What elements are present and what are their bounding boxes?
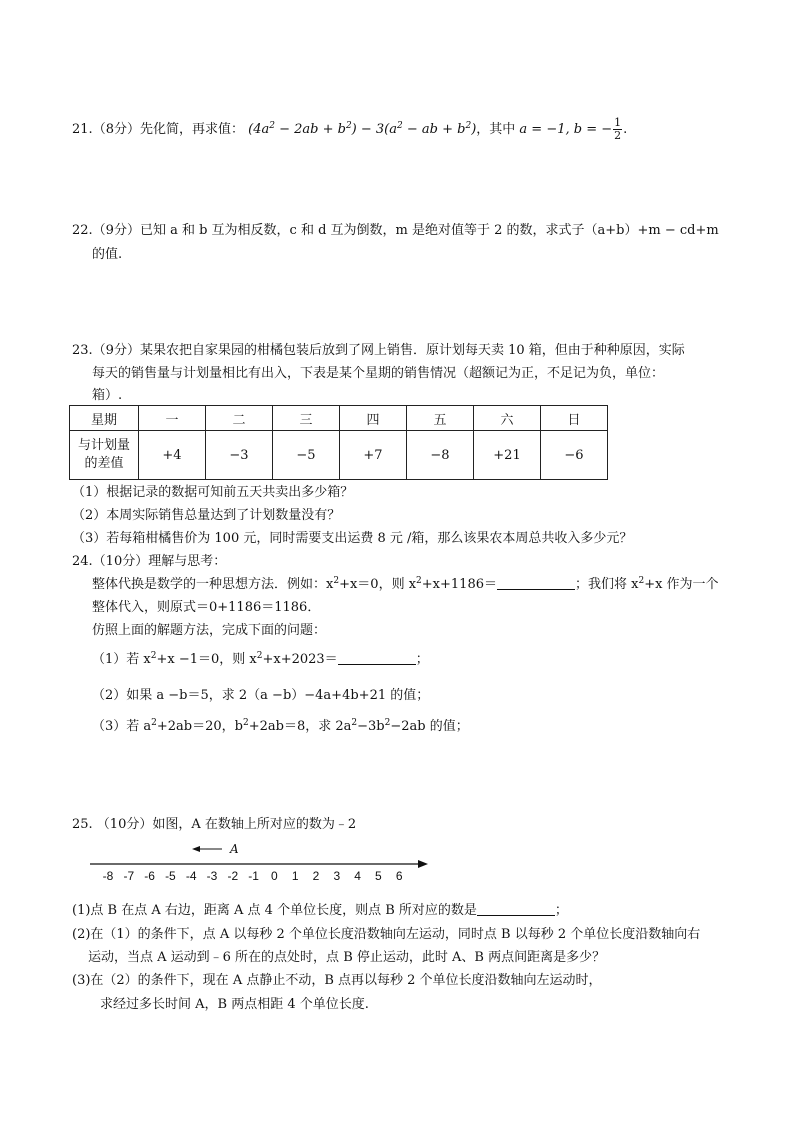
- q25-sub3-line2: 求经过多长时间 A，B 两点相距 4 个单位长度.: [100, 997, 369, 1012]
- q21-line: [72, 117, 627, 142]
- tick-label: 6: [395, 869, 403, 883]
- table-value-row: [70, 431, 608, 480]
- q23-sub3: （3）若每箱柑橘售价为 100 元，同时需要支出运费 8 元 /箱，那么该果农本周总共收入多少元？: [72, 531, 633, 546]
- q25-title: 25. （10分）如图，A 在数轴上所对应的数为﹣2: [72, 817, 357, 832]
- q21-condition: a = −1, b = −: [519, 122, 613, 137]
- q24-sub1: （1）若 $x^2+x -1=0$，则 $x^2+x+2023=$ ；: [92, 651, 429, 667]
- q24-para1: 整体代换是数学的一种思想方法．例如：$x^2+x=0$，则 $x^2+x+1186=$ ；我们将 $x^2+x$ 作为一个: [92, 576, 719, 592]
- tick-label: -6: [144, 869, 155, 883]
- table-day: 三: [273, 406, 340, 431]
- movement-arrowhead: [192, 846, 200, 852]
- axis-arrowhead: [418, 860, 428, 868]
- table-value: +4: [139, 431, 206, 480]
- q23-sub2: （2）本周实际销售总量达到了计划数量没有？: [72, 508, 341, 523]
- q21-fraction: $\frac{1}{2}$: [614, 116, 622, 142]
- q22-line1: 22.（9分）已知 a 和 b 互为相反数，c 和 d 互为倒数，m 是绝对值等于 2 的数，求式子（a+b）+m − cd+m: [72, 223, 719, 238]
- tick-label: 2: [312, 869, 320, 883]
- table-value: −5: [273, 431, 340, 480]
- tick-label: 4: [354, 869, 361, 883]
- table-day: 四: [340, 406, 407, 431]
- answer-blank[interactable]: [338, 651, 416, 665]
- answer-blank[interactable]: [477, 902, 555, 916]
- q23-sub1: （1）根据记录的数据可知前五天共卖出多少箱？: [72, 485, 354, 500]
- q21-end: .: [623, 122, 628, 137]
- q25-sub1: (1)点 B 在点 A 右边，距离 A 点 4 个单位长度，则点 B 所对应的数是 ；: [72, 903, 568, 918]
- tick-label: -2: [227, 869, 239, 883]
- q24-sub3: （3）若 $a^2+2ab=20$，$b^2+2ab=8$，求 $2a^2-3b^2-2ab$ 的值；: [92, 718, 469, 734]
- table-header-label: 星期: [70, 406, 139, 431]
- tick-label: -1: [248, 869, 259, 883]
- q21-where: ，其中: [476, 122, 516, 137]
- table-day: 六: [474, 406, 541, 431]
- table-value: −3: [206, 431, 273, 480]
- table-day: 五: [407, 406, 474, 431]
- q21-stem: 先化简，再求值：: [139, 122, 244, 137]
- table-row-label: 与计划量 的差值: [70, 431, 139, 480]
- sales-table: [69, 405, 608, 480]
- q24-title: 24.（10分）理解与思考：: [72, 554, 227, 569]
- tick-label: 1: [291, 869, 299, 883]
- table-day: 日: [541, 406, 608, 431]
- table-header-row: [70, 406, 608, 431]
- tick-label: -3: [206, 869, 218, 883]
- tick-label: -5: [165, 869, 176, 883]
- q25-sub2-line1: (2)在（1）的条件下，点 A 以每秒 2 个单位长度沿数轴向左运动，同时点 B 以每秒 2 个单位长度沿数轴向右: [72, 927, 701, 942]
- tick-label: 3: [333, 869, 341, 883]
- q23-line3: 箱）.: [92, 388, 123, 403]
- q21-number: 21.: [72, 122, 93, 137]
- q21-score: （8分）: [92, 122, 140, 137]
- q23-line2: 每天的销售量与计划量相比有出入，下表是某个星期的销售情况（超额记为正，不足记为负，单位：: [92, 366, 665, 381]
- q23-line1: 23.（9分）某果农把自家果园的柑橘包装后放到了网上销售．原计划每天卖 10 箱，但由于种种原因，实际: [72, 343, 685, 358]
- tick-label: 5: [375, 869, 382, 883]
- table-day: 二: [206, 406, 273, 431]
- q24-sub2: （2）如果 a −b＝5，求 2（a −b）−4a+4b+21 的值；: [92, 688, 430, 703]
- q21-expression: $(4a^2 - 2ab + b^2) - 3(a^2$ − ab + $b^2$): [248, 121, 477, 137]
- q25-sub2-line2: 运动，当点 A 运动到﹣6 所在的点处时，点 B 停止运动，此时 A、B 两点间距离是多少？: [88, 950, 606, 965]
- table-value: −6: [541, 431, 608, 480]
- answer-blank[interactable]: [497, 576, 575, 590]
- table-day: 一: [139, 406, 206, 431]
- table-value: +7: [340, 431, 407, 480]
- tick-label: -4: [185, 869, 197, 883]
- tick-label: -7: [123, 869, 135, 883]
- number-line: [88, 838, 448, 884]
- tick-label: 0: [271, 869, 278, 883]
- q22-line2: 的值.: [92, 247, 123, 262]
- table-value: +21: [474, 431, 541, 480]
- q24-para2: 整体代入，则原式＝0+1186＝1186．: [92, 600, 321, 615]
- tick-group: [103, 869, 403, 883]
- table-value: −8: [407, 431, 474, 480]
- point-a-label: A: [230, 842, 239, 856]
- tick-label: -8: [102, 869, 114, 883]
- q25-sub3-line1: (3)在（2）的条件下，现在 A 点静止不动，B 点再以每秒 2 个单位长度沿数轴向左运动时，: [72, 973, 602, 988]
- q24-para3: 仿照上面的解题方法，完成下面的问题：: [92, 623, 327, 638]
